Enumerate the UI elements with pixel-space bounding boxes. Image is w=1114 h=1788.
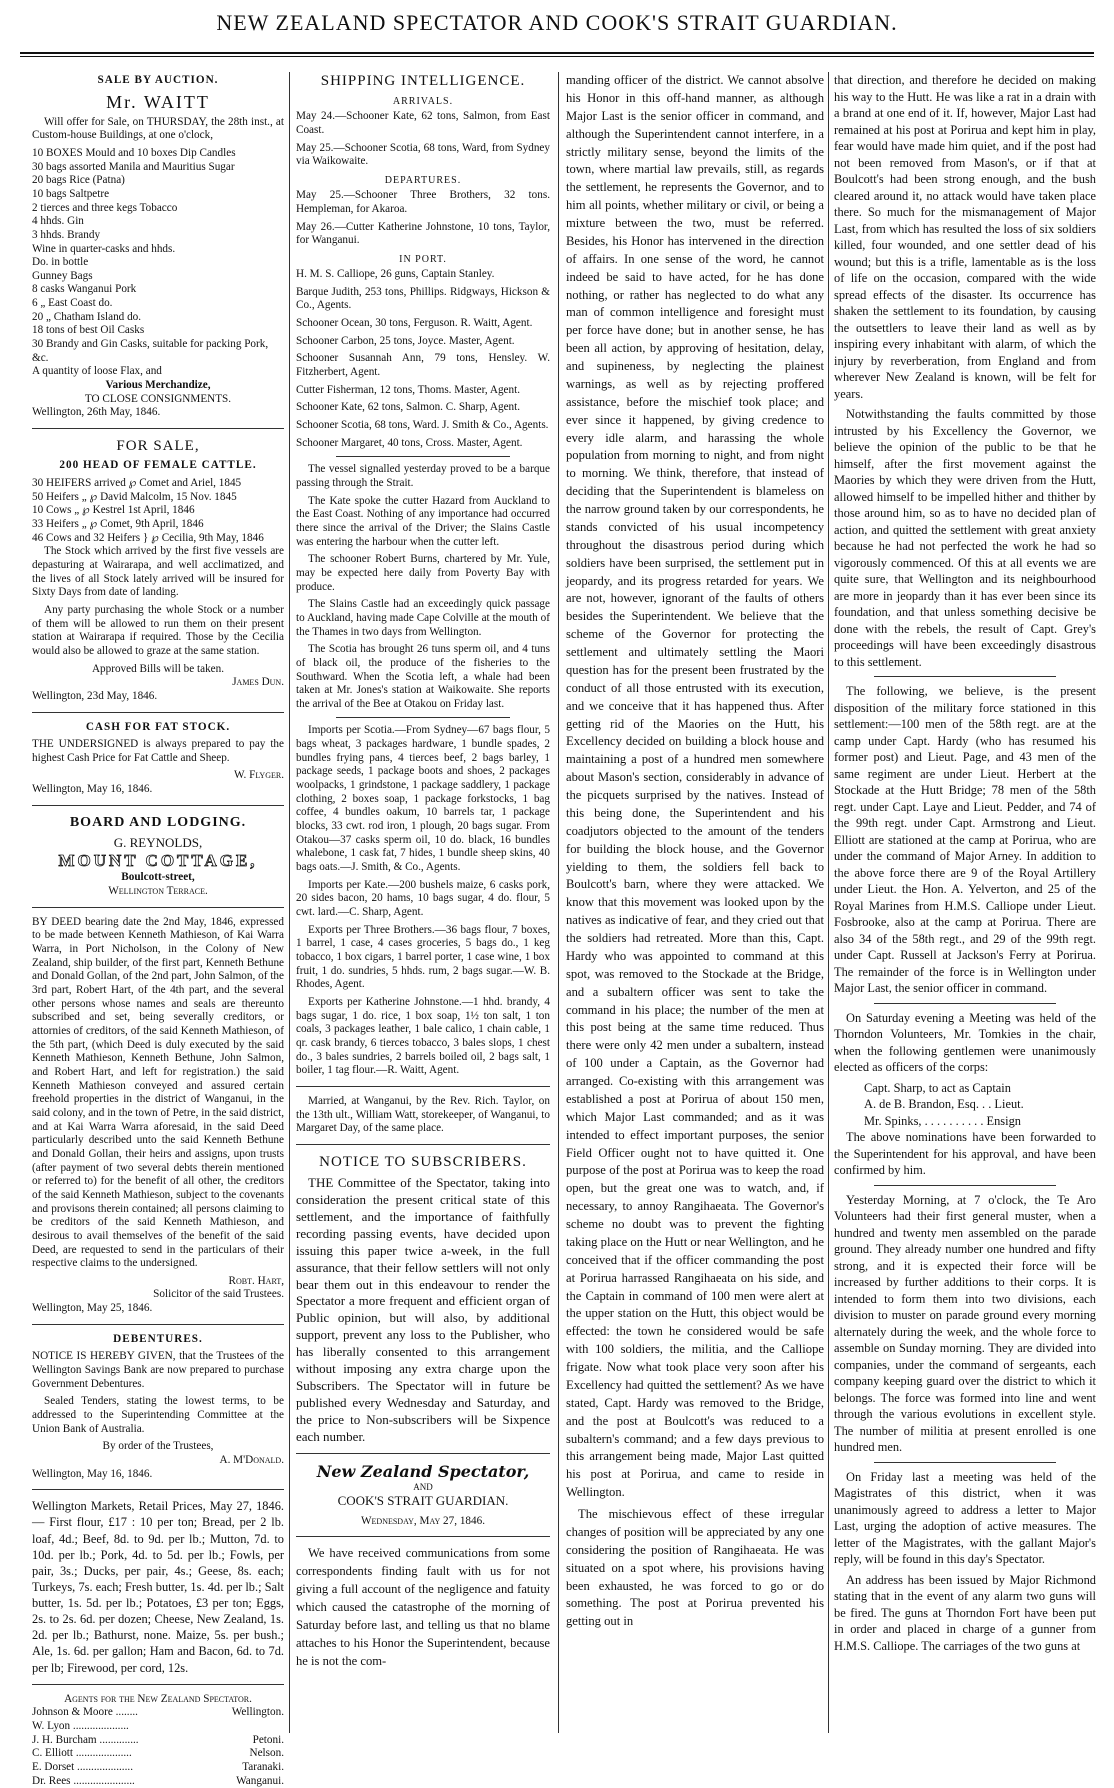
lot-item: 3 hhds. Brandy bbox=[32, 228, 101, 241]
inport-entry: Schooner Kate, 62 tons, Salmon. C. Sharp, Agent. bbox=[296, 401, 521, 414]
agent-name: W. Lyon .................... bbox=[32, 1720, 129, 1733]
cattle-subheading: 200 HEAD OF FEMALE CATTLE. bbox=[59, 459, 257, 472]
cattle-signer: James Dun. bbox=[232, 676, 284, 689]
subscribers-notice bbox=[296, 1153, 550, 1446]
column-1 bbox=[32, 72, 284, 1787]
inport-entry: Schooner Margaret, 40 tons, Cross. Master, Agent. bbox=[296, 436, 523, 449]
divider bbox=[874, 1003, 1056, 1004]
editorial-paragraph: manding officer of the district. We cannot absolve his Honor in this off-hand manner, as although Major Last is the senior officer in command, and although the Superintendent cannot interfere, in a strictly military sense, beyond the limits of the town, where martial law prevails, still, as regards the settlement, he represents the Governor, and to him all points, whether military or civil, or being a mixture between the two, must be referred. Besides, his Honor has intervened in the direction of affairs. In one sense of the word, he cannot indeed be said to have acted, for he has done nothing, or rather has neglected to do what any man of common intelligence and foresight must per force have done; but in another sense, he has been all action, by approving of hesitation, delay, and supineness, by neglecting the plainest warnings, as well as by rejecting proffered assistance, before the mischief took place; and ever since it happened, by giving credence to every idle alarm, and harassing the whole population from morning to night, and from night to morning. We think, therefore, that instead of deciding that the Superintendent is blameless on the narrow ground taken by our correspondents, he stands convicted of his usual incompetency throughout the disastrous period during which soldiers have been surprised, the settlement put in jeopardy, and its progress retarded for years. We are not, however, ignorant of the faults of others besides the Superintendent. We believe that the scheme of the Governor for protecting the settlement and ultimately settling the Maori question has for the present been frustrated by the conduct of all those entrusted with its execution, and we conceive that it has happened thus. After getting rid of the Maories on the Hutt, his Excellency decided on building a block house and maintaining a post of a hundred men somewhere about Mason's section, considerably in advance of the picquets surprised by the natives. Instead of this being done, the Superintendent and his coadjutors objected to the amount of the tenders for building the block house, and the Governor yielding to them, the soldiers fell back to Boulcott's barn, where they were attacked. We know that this movement was looked upon by the natives as indicative of fear, and they cried out that the soldiers had retreated. More than this, Capt. Hardy who was appointed to command at this spot, was removed to the Stockade at the Bridge, and a subaltern officer was sent to take the command in his place; the number of the men at this post being at the same time reduced. Thus there were only 42 men under a subaltern, instead of 100 under a Captain, as the Governor had arranged. Co-existing with this arrangement was established a post at Porirua of about 150 men, which Major Last commanded; and as it was intended to effect important purposes, the senior Field Officer ought not to have quitted it. One purpose of the post at Porirua was to keep the road open, but the great one was to watch, and, if necessary, to annoy Rangihaeata. The Governor's scheme no doubt was to prevent the fighting taking place on the Hutt or near Wellington, and he conceived that if the officer commanding the post at Porirua harrassed Rangihaeata on his side, and the Captain in command of 100 men were alert at the upper station on the Hutt, this object would be effected: the town he considered would be safe with 100 soldiers, the militia, and the Calliope frigate. Now what took place very soon after his Excellency had quitted the settlement? As we have stated, Capt. Hardy was removed to the Bridge, and the post at Boulcott's was reduced to a subaltern's command; and a few days previous to this arrangement being made, Major Last quitted his post at Porirua, and came to reside in Wellington. bbox=[566, 73, 824, 1500]
agents-heading: Agents for the New Zealand Spectator. bbox=[64, 1692, 252, 1705]
auctioneer-name: Mr. WAITT bbox=[106, 91, 210, 112]
inport-entry: Schooner Susannah Ann, 79 tons, Hensley. W. Fitzherbert, Agent. bbox=[296, 352, 550, 379]
fatstock-notice bbox=[32, 721, 284, 797]
shipping-section bbox=[296, 72, 550, 1078]
debentures-body: NOTICE IS HEREBY GIVEN, that the Trustees of the Wellington Savings Bank are now prepared to purchase Government Debentures. bbox=[32, 1350, 284, 1390]
divider bbox=[336, 717, 510, 718]
column-4 bbox=[834, 72, 1096, 1733]
lot-item: Do. in bottle bbox=[32, 256, 89, 269]
import-export-entry: Exports per Three Brothers.—36 bags flour, 7 boxes, 1 barrel, 1 case, 4 cases groceries, 5 bags do., 1 keg tobacco, 1 box cigars, 1 barrel porter, 1 case wine, 1 box fruit, 1 do. sundries, 5 hhds. rum, 2 bags sugar.—W. B. Rhodes, Agent. bbox=[296, 923, 550, 991]
inport-label: IN PORT. bbox=[399, 253, 447, 265]
paper-title-and: AND bbox=[413, 1481, 433, 1492]
divider bbox=[296, 1144, 550, 1145]
lot-item: 20 „ Chatham Island do. bbox=[32, 310, 142, 323]
divider bbox=[32, 712, 284, 713]
cattle-body: The Stock which arrived by the first five vessels are depasturing at Wairarapa, and well acclimatized, and the lives of all Stock lately arrived will be insured for Sixty Days from date of landing. bbox=[32, 545, 284, 599]
deed-notice bbox=[32, 916, 284, 1316]
agent-name: Johnson & Moore ........ bbox=[32, 1706, 138, 1719]
agent-place: Wanganui. bbox=[236, 1774, 284, 1787]
board-heading: BOARD AND LODGING. bbox=[69, 814, 247, 830]
column-3 bbox=[566, 72, 824, 1733]
departure-entry: May 25.—Schooner Three Brothers, 32 tons. Hempleman, for Akaroa. bbox=[296, 189, 550, 215]
divider bbox=[296, 1453, 550, 1454]
debentures-by: By order of the Trustees, bbox=[102, 1440, 214, 1453]
deed-role: Solicitor of the said Trustees. bbox=[153, 1288, 284, 1301]
editorial-paragraph: that direction, and therefore he decided on making his way to the Hutt. He was like a rat in a drain with a brand at one end of it. If, however, Major Last had remained at his post at Porirua and kept him in play, fear would have made him quiet, and if the post had not been removed from Mason's, or if that at Boulcott's had been strong enough, and the bush cleared around it, no attack would have taken place there. So much for the mismanagement of Major Last, from which has resulted the loss of six soldiers killed, four wounded, and one settler dead of his wound; but this is a trifle, lamentable as is the loss of life on the occasion, compared with the wide spread effects of the disaster. Its occurrence has shaken the settlement to its foundation, by causing the outsettlers to leave their land as well as by inspiring every inhabitant with alarm, of which the injury by reverberation, from England and from wherever New Zealand is known, will be felt for years. bbox=[834, 73, 1096, 401]
lot-item: 18 tons of best Oil Casks bbox=[32, 324, 145, 337]
divider bbox=[32, 1324, 284, 1325]
lot-item: 4 hhds. Gin bbox=[32, 215, 84, 228]
agent-name: E. Dorset .................... bbox=[32, 1761, 133, 1774]
agent-place: Petoni. bbox=[252, 1733, 284, 1746]
cattle-notice bbox=[32, 437, 284, 703]
fatstock-date: Wellington, May 16, 1846. bbox=[32, 783, 153, 796]
shipping-news: The schooner Robert Burns, chartered by Mr. Yule, may be expected here daily from Poverty Bay with produce. bbox=[296, 553, 550, 593]
auction-heading: SALE BY AUCTION. bbox=[97, 74, 219, 86]
agent-row bbox=[32, 1720, 284, 1734]
column-rule bbox=[558, 72, 559, 1733]
departure-entry: May 26.—Cutter Katherine Johnstone, 10 tons, Taylor, for Wanganui. bbox=[296, 220, 550, 247]
shipping-news: The Slains Castle had an exceedingly quick passage to Auckland, having made Cape Colville at the mouth of the Thames in two days from Wellington. bbox=[296, 598, 550, 638]
import-export-entry: Imports per Scotia.—From Sydney—67 bags flour, 5 bags wheat, 3 packages hardware, 1 bundle spades, 2 bundles frying pans, 4 tierces beef, 2 bags barley, 1 package seeds, 1 package boots and shoes, 2 packages woolpacks, 1 grindstone, 1 package saddlery, 1 package clothing, 2 boxes soap, 1 package forkstocks, 1 bag coffee, 4 bundles oakum, 10 barrels tar, 1 package blocks, 33 cwt. rod iron, 1 plough, 20 bags sugar. From Otakou—37 casks sperm oil, 10 do. black, 16 bundles whalebone, 1 cask fat, 7 hides, 1 bundle sheep skins, 40 bags oats.—J. Smith, & Co., Agents. bbox=[296, 724, 550, 874]
editorial-paragraph: The mischievous effect of these irregular changes of position will be appreciated by any one considering the position of Rangihaeata. He was situated on a spot where, his provisions having been exhausted, he was forced to go or do something. The post at Porirua prevented his getting out in bbox=[566, 1507, 824, 1629]
nominations: The above nominations have been forwarded to the Superintendent for his approval, and have been confirmed by him. bbox=[834, 1130, 1096, 1177]
divider bbox=[336, 456, 510, 457]
paper-title-block bbox=[296, 1462, 550, 1528]
auction-notice bbox=[32, 74, 284, 420]
agent-name: J. H. Burcham .............. bbox=[32, 1733, 139, 1746]
inport-entry: Schooner Carbon, 25 tons, Joyce. Master, Agent. bbox=[296, 334, 515, 347]
lot-item: Gunney Bags bbox=[32, 269, 93, 282]
editorial-start: We have received communications from some correspondents finding fault with us for not giving a full account of the negligence and fatuity which caused the catastrophe of the morning of Saturday before last, and telling us that no blame attaches to his Honor the Superintendent, because he is not the com- bbox=[296, 1546, 550, 1668]
debentures-date: Wellington, May 16, 1846. bbox=[32, 1467, 153, 1480]
cattle-bills: Approved Bills will be taken. bbox=[91, 662, 225, 675]
paper-date: Wednesday, May 27, 1846. bbox=[360, 1514, 486, 1527]
departures-label: DEPARTURES. bbox=[384, 175, 462, 187]
agent-name: C. Elliott .................... bbox=[32, 1747, 132, 1760]
te-aro-volunteers: Yesterday Morning, at 7 o'clock, the Te Aro Volunteers had their first general muster, when a hundred and twenty men assembled on the parade ground. They already number one hundred and fifty strong, and it is expected their force will be increased by further additions to their corps. It is intended to form them into two divisions, each division to muster on parade ground every morning alternately during the week, and the whole force to assemble on Sunday morning. They are divided into companies, under the command of sergeants, each company keeping guard over the district to which it belongs. The force was formed into line and went through the various evolutions in excellent style. The number of militia at present enrolled is one hundred men. bbox=[834, 1192, 1096, 1454]
divider bbox=[874, 1185, 1056, 1186]
alarm-address: An address has been issued by Major Richmond stating that in the event of any alarm two guns will be fired. The guns at Thorndon Fort have been put in order and placed in charge of a gunner from H.M.S. Calliope. The carriages of the two guns at bbox=[834, 1572, 1096, 1653]
debentures-notice bbox=[32, 1333, 284, 1482]
debentures-heading: DEBENTURES. bbox=[113, 1332, 203, 1345]
officers-list bbox=[834, 1080, 1096, 1130]
debentures-signer: A. M'Donald. bbox=[219, 1454, 284, 1467]
arrival-entry: May 25.—Schooner Scotia, 68 tons, Ward, from Sydney via Waikowaite. bbox=[296, 141, 550, 168]
debentures-body-2: Sealed Tenders, stating the lowest terms, to be addressed to the Superintending Committee at the Union Bank of Australia. bbox=[32, 1395, 284, 1435]
import-export-entry: Imports per Kate.—200 bushels maize, 6 casks pork, 20 sides bacon, 20 hams, 10 bags sugar, 4 do. flour, 5 cwt. lard.—C. Sharp, Agent. bbox=[296, 878, 550, 919]
divider bbox=[296, 1086, 550, 1087]
board-name: G. REYNOLDS, bbox=[113, 834, 203, 850]
shipping-heading: SHIPPING INTELLIGENCE. bbox=[320, 73, 526, 89]
column-2 bbox=[296, 72, 550, 1733]
notice-heading: NOTICE TO SUBSCRIBERS. bbox=[319, 1153, 527, 1170]
divider bbox=[32, 907, 284, 908]
agents-list bbox=[32, 1693, 284, 1788]
auction-date: Wellington, 26th May, 1846. bbox=[32, 406, 161, 419]
agent-place: Wellington. bbox=[231, 1706, 284, 1719]
fatstock-heading: CASH FOR FAT STOCK. bbox=[85, 720, 231, 733]
agent-name: Dr. Rees ...................... bbox=[32, 1774, 135, 1787]
cattle-date: Wellington, 23d May, 1846. bbox=[32, 689, 158, 702]
close-consignments: TO CLOSE CONSIGNMENTS. bbox=[84, 392, 232, 405]
lot-item: 30 bags assorted Manila and Mauritius Sugar bbox=[32, 160, 235, 173]
agents-rows bbox=[32, 1706, 284, 1788]
officer-item: A. de B. Brandon, Esq. . . Lieut. bbox=[864, 1097, 1024, 1111]
divider bbox=[874, 1462, 1056, 1463]
paper-title: New Zealand Spectator, bbox=[316, 1462, 530, 1482]
fatstock-signer: W. Flyger. bbox=[233, 769, 284, 782]
import-export-entry: Exports per Katherine Johnstone.—1 hhd. brandy, 4 bags sugar, 1 do. rice, 1 box soap, 1½ ton salt, 1 ton coals, 3 packages leather, 1 bale calico, 1 chain cable, 1 qr. cask brandy, 6 tierces tobacco, 3 bales slops, 1 chest do., 3 bales sundries, 2 barrels boiled oil, 2 bags salt, 1 boiler, 1 tag flour.—R. Waitt, Agent. bbox=[296, 995, 550, 1077]
shipping-news: The Kate spoke the cutter Hazard from Auckland to the East Coast. Nothing of any importance had occurred there since the arrival of the Driver; the Slains Castle was entering the harbour when the cutter left. bbox=[296, 494, 550, 548]
shipping-news: The Scotia has brought 26 tuns sperm oil, and 4 tuns of black oil, the produce of the fisheries to the Southward. When the Scotia left, a whale had been taken at Mr. Jones's station at Waikowaite. She reports the arrival of the Bee at Otakou on Friday last. bbox=[296, 643, 550, 710]
deed-date: Wellington, May 25, 1846. bbox=[32, 1302, 153, 1315]
auction-intro: Will offer for Sale, on THURSDAY, the 28th inst., at Custom-house Buildings, at one o'clock, bbox=[32, 115, 284, 142]
fatstock-body: THE UNDERSIGNED is always prepared to pay the highest Cash Price for Fat Cattle and Sheep. bbox=[32, 738, 284, 764]
agent-place: Nelson. bbox=[249, 1747, 284, 1760]
lot-item: 6 „ East Coast do. bbox=[32, 297, 113, 310]
lot-item: 20 bags Rice (Patna) bbox=[32, 174, 125, 187]
board-house: MOUNT COTTAGE, bbox=[58, 850, 258, 870]
column-rule bbox=[289, 72, 290, 1733]
arrival-entry: May 24.—Schooner Kate, 62 tons, Salmon, from East Coast. bbox=[296, 110, 550, 137]
divider bbox=[296, 1536, 550, 1537]
agent-row bbox=[32, 1706, 284, 1720]
cattle-rows bbox=[32, 477, 284, 545]
notice-body: THE Committee of the Spectator, taking into consideration the present critical state of this settlement, and the importance of faithfully recording passing events, have decided upon issuing this paper twice a-week, in the full assurance, that their fellow settlers will not only bear them out in this endeavour to render the Spectator a more frequent and efficient organ of Public opinion, but will also, by additional support, prevent any loss to the Publisher, who has liberally consented to this arrangement without imposing any extra charge upon the Subscribers. The Spectator will in future be published every Wednesday and Saturday, and the price to Non-subscribers will be Sixpence each number. bbox=[296, 1175, 550, 1444]
divider bbox=[32, 428, 284, 429]
lot-item: 2 tierces and three kegs Tobacco bbox=[32, 201, 178, 214]
editorial-paragraph: Notwithstanding the faults committed by those intrusted by his Excellency the Governor, we believe the opinion of the public to be that he himself, after the first movement against the Maories by which they were driven from the Hutt, allowed himself to be impelled hither and thither by those around him, so as to have no decided plan of action, and quitted the settlement with great anxiety because he had not perfected the work he had so vigorously commenced. Of this at all events we are quite sure, that Wellington and its neighbourhood are more in jeopardy than it has ever been since its foundation, and that unless something decisive be done with the rebels, the result of Capt. Grey's proceedings will have been exceedingly disastrous to this settlement. bbox=[834, 407, 1096, 669]
cattle-row: 46 Cows and 32 Heifers } ℘ Cecilia, 9th May, 1846 bbox=[32, 531, 264, 544]
board-notice bbox=[32, 814, 284, 899]
various-merchandize: Various Merchandize, bbox=[105, 379, 211, 392]
cattle-heading: FOR SALE, bbox=[116, 438, 200, 455]
board-street: Boulcott-street, bbox=[121, 871, 195, 884]
column-rule bbox=[828, 72, 829, 1733]
lot-item: A quantity of loose Flax, and bbox=[32, 365, 162, 378]
lot-item: Wine in quarter-casks and hhds. bbox=[32, 242, 176, 255]
cattle-row: 50 Heifers „ ℘ David Malcolm, 15 Nov. 1845 bbox=[32, 490, 237, 503]
lot-item: 8 casks Wanganui Pork bbox=[32, 283, 137, 296]
market-prices: Wellington Markets, Retail Prices, May 27, 1846. — First flour, £17 : 10 per ton; Bread, per 2 lb. loaf, 4d.; Beef, 8d. to 9d. per lb.; Mutton, 7d. to 10d. per lb.; Pork, 4d. to 5d. per lb.; Fowls, per pair, 3s.; Ducks, per pair, 4s.; Geese, 8s. each; Turkeys, 7s. each; Fresh butter, 1s. 4d. per lb.; Salt butter, 1s. 5d. per lb.; Potatoes, £3 per ton; Eggs, 2s. to 2s. 6d. per dozen; Cheese, New Zealand, 1s. 2d. per lb.; Bathurst, none. Maize, 5s. per bush.; Ale, 1s. 6d. per gallon; Ham and Bacon, 6d. to 7d. per lb; Firewood, per cord, 12s. bbox=[32, 1499, 284, 1675]
auction-lots bbox=[32, 147, 284, 379]
arrivals-label: ARRIVALS. bbox=[392, 96, 454, 108]
inport-entry: H. M. S. Calliope, 26 guns, Captain Stanley. bbox=[296, 268, 495, 281]
agent-row bbox=[32, 1747, 284, 1761]
officer-item: Capt. Sharp, to act as Captain bbox=[864, 1080, 1011, 1095]
inport-entry: Cutter Fisherman, 12 tons, Thoms. Master, Agent. bbox=[296, 383, 521, 396]
cattle-row: 10 Cows „ ℘ Kestrel 1st April, 1846 bbox=[32, 504, 195, 517]
board-terrace: Wellington Terrace. bbox=[108, 885, 208, 898]
inport-entry: Barque Judith, 253 tons, Phillips. Ridgways, Hickson & Co., Agents. bbox=[296, 285, 550, 312]
cattle-body-2: Any party purchasing the whole Stock or a number of them will be allowed to run them on their present station at Wairarapa if required. Those by the Cecilia would also be allowed to graze at the same station. bbox=[32, 603, 284, 657]
inport-entry: Schooner Ocean, 30 tons, Ferguson. R. Waitt, Agent. bbox=[296, 317, 533, 330]
lot-item: 10 bags Saltpetre bbox=[32, 187, 110, 200]
deed-body: BY DEED bearing date the 2nd May, 1846, expressed to be made between Kenneth Mathieson, of Kai Warra Warra, in Port Nicholson, in the Colony of New Zealand, ship builder, of the first part, Kenneth Bethune and Donald Gollan, of the 2nd part, John Salmon, of the 3rd part, Robert Hart, of the 4th part, and the several other persons whose names and seals are thereunto subscribed and set, being severally creditors, or attornies of creditors, of the said Kenneth Mathieson, of the 5th part, (which Deed is duly executed by the said Kenneth Mathieson, Kenneth Bethune, John Salmon, and Robert Hart, and left for registration.) the said Kenneth Mathieson conveyed and assured certain freehold properties in the district of Wanganui, in the said colony, and in the town of Petre, in the said district, and at Kai Warra Warra aforesaid, in the said Deed particularly described unto the said Kenneth Bethune and Donald Gollan, their heirs and assigns, upon trusts (after payment of two several debts therein mentioned or referred to) for the benefit of all other, the creditors of the said Kenneth Mathieson, subject to the covenants and provisons therein contained; all persons claiming to be creditors of the said Kenneth Mathieson, and desirous to avail themselves of the benefit of the said Deed, are requested to send in the particulars of their respective claims to the undersigned. bbox=[32, 915, 284, 1270]
magistrates-meeting: On Friday last a meeting was held of the Magistrates of this district, when it was unanimously agreed to address a letter to Major Last, urging the adoption of active measures. The letter of the Magistrates, with the gallant Major's reply, will be found in this day's Spectator. bbox=[834, 1469, 1096, 1566]
officer-item: Mr. Spinks, . . . . . . . . . . Ensign bbox=[864, 1113, 1021, 1128]
cattle-row: 30 HEIFERS arrived ℘ Comet and Ariel, 1845 bbox=[32, 477, 242, 489]
cattle-row: 33 Heifers „ ℘ Comet, 9th April, 1846 bbox=[32, 517, 204, 530]
agent-row bbox=[32, 1734, 284, 1748]
volunteers-meeting: On Saturday evening a Meeting was held of the Thorndon Volunteers, Mr. Tomkies in the chair, when the following gentlemen were unanimously elected as officers of the corps: bbox=[834, 1010, 1096, 1074]
divider bbox=[874, 676, 1056, 677]
agent-row bbox=[32, 1761, 284, 1775]
lot-item: 10 BOXES Mould and 10 boxes Dip Candles bbox=[32, 146, 236, 159]
lot-item: 30 Brandy and Gin Casks, suitable for packing Pork, &c. bbox=[32, 338, 269, 364]
deed-signer: Robt. Hart, bbox=[228, 1274, 284, 1287]
agent-row bbox=[32, 1775, 284, 1788]
military-disposition: The following, we believe, is the present disposition of the military force stationed in this settlement:—100 men of the 58th regt. are at the camp under Capt. Hardy (who has resumed his former post) and Lieut. Page, and 43 men of the same regiment are under Lieut. Herbert at the Stockade at the Hutt Bridge; 78 men of the 58th regt. under Capt. Laye and Lieut. Pedder, and 74 of the 99th regt. under Capt. Armstrong and Lieut. Elliott are stationed at the camp at Porirua, who are under the command of Major Arney. In addition to the above force there are 9 of the Royal Artillery under Lieut. the Hon. A. Yelverton, and 25 of the Royal Marines from H.M.S. Calliope under Lieut. Fosbrooke, also at the camp at Porirua. There are also 34 of the 58th regt., and 29 of the 99th regt. under Capt. Russell at Jackson's Ferry at Porirua. The remainder of the force is in Wellington under Major Last, the senior officer in command. bbox=[834, 684, 1096, 995]
divider bbox=[32, 805, 284, 806]
paper-subtitle: COOK'S STRAIT GUARDIAN. bbox=[337, 1492, 509, 1508]
masthead: NEW ZEALAND SPECTATOR AND COOK'S STRAIT GUARDIAN. bbox=[20, 10, 1094, 50]
divider bbox=[32, 1684, 284, 1685]
divider bbox=[32, 1489, 284, 1490]
marriage-notice: Married, at Wanganui, by the Rev. Rich. Taylor, on the 13th ult., William Watt, storekeeper, of Wanganui, to Margaret Day, of the same place. bbox=[296, 1094, 550, 1135]
agent-place: Taranaki. bbox=[242, 1761, 284, 1774]
inport-entry: Schooner Scotia, 68 tons, Ward. J. Smith & Co., Agents. bbox=[296, 419, 549, 432]
shipping-news: The vessel signalled yesterday proved to be a barque passing through the Strait. bbox=[296, 463, 550, 489]
